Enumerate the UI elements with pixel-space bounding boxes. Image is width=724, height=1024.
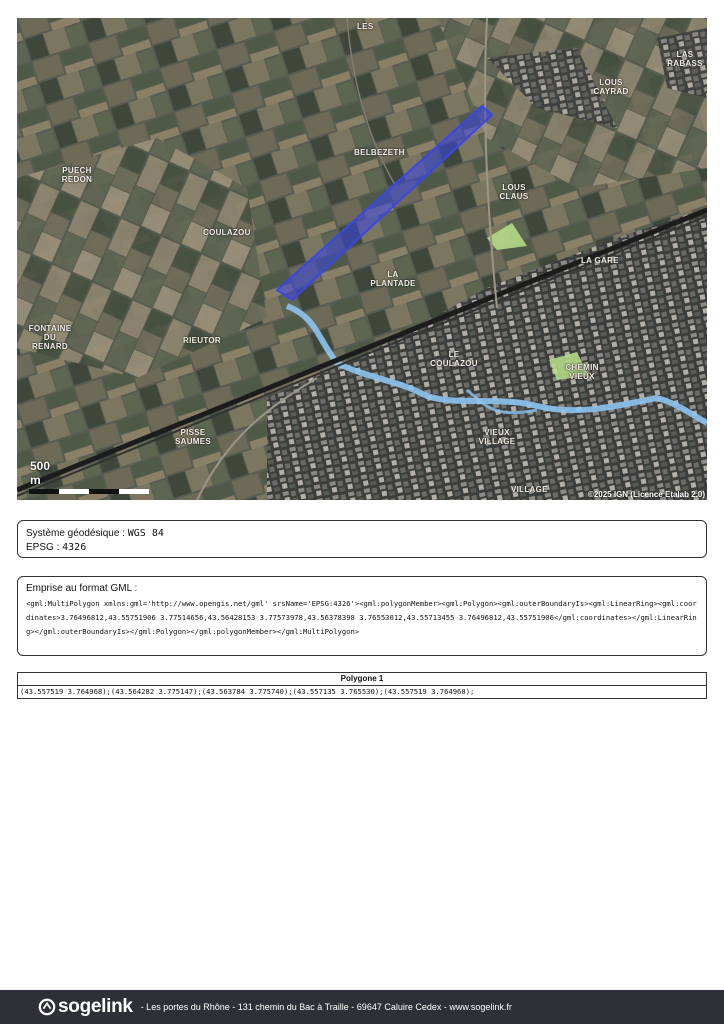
place-label: VIEUX VILLAGE xyxy=(478,428,516,446)
place-label: COULAZOU xyxy=(203,228,251,237)
place-label: LA PLANTADE xyxy=(370,270,416,288)
epsg-value: 4326 xyxy=(62,542,87,553)
scale-label: 500 m xyxy=(30,459,51,487)
place-label: PUECH REDON xyxy=(61,166,93,184)
place-label: FONTAINE DU RENARD xyxy=(28,324,72,351)
place-label: BELBEZETH xyxy=(354,148,405,157)
polygon-table xyxy=(17,672,707,699)
geodesy-epsg-line xyxy=(26,541,698,555)
place-label: LOUS CAYRAD xyxy=(593,78,629,96)
place-label: LE COULAZOU xyxy=(430,350,478,368)
geodesy-box xyxy=(17,520,707,558)
place-label: RIEUTOR xyxy=(183,336,221,345)
gml-text: <gml:MultiPolygon xmlns:gml='http://www.opengis.net/gml' srsName='EPSG:4326'><gml:polygonMember><gml:Polygon><gml:outerBoundaryIs><gml:LinearRing><gml:coordinates>3.76496812,43.55751906 3.77514656,43.56428153 3.77573978,43.56378398 3.76553012,43.55713455 3.76496812,43.55751906</gml:coordinates></gml:LinearRing></gml:outerBoundaryIs></gml:Polygon></gml:polygonMember></gml:MultiPolygon> xyxy=(26,599,697,636)
place-label: CHEMIN VIEUX xyxy=(565,363,599,381)
polygon-table-header: Polygone 1 xyxy=(18,673,706,686)
scale-bar xyxy=(29,489,149,494)
map-attribution: ©2025 IGN (Licence Etalab 2.0) xyxy=(587,490,705,499)
geodesy-system-value: WGS 84 xyxy=(127,528,164,539)
sogelink-logo-text: sogelink xyxy=(58,996,133,1017)
place-label: LOUS CLAUS xyxy=(499,183,529,201)
polygon-table-row: (43.557519 3.764968);(43.564282 3.775147);(43.563784 3.775740);(43.557135 3.765530);(43.557519 3.764968); xyxy=(20,687,475,696)
footer-address: - Les portes du Rhône - 131 chemin du Bac à Traille - 69647 Caluire Cedex - www.sogelink.fr xyxy=(140,1002,512,1012)
place-label: LA GARE xyxy=(581,256,619,265)
sogelink-logo-icon xyxy=(38,998,56,1016)
gml-box xyxy=(17,576,707,656)
geodesy-system-line xyxy=(26,527,698,541)
place-label: PISSE SAUMES xyxy=(174,428,212,446)
place-label: VILLAGE xyxy=(511,485,548,494)
place-label: LES xyxy=(357,22,374,31)
footer xyxy=(0,990,724,1024)
aerial-map[interactable] xyxy=(17,18,707,500)
gml-title: Emprise au format GML : xyxy=(26,583,138,594)
place-label: LAS RABASS xyxy=(667,50,703,68)
geodesy-system-label: Système géodésique : xyxy=(26,528,125,539)
epsg-label: EPSG : xyxy=(26,542,60,553)
